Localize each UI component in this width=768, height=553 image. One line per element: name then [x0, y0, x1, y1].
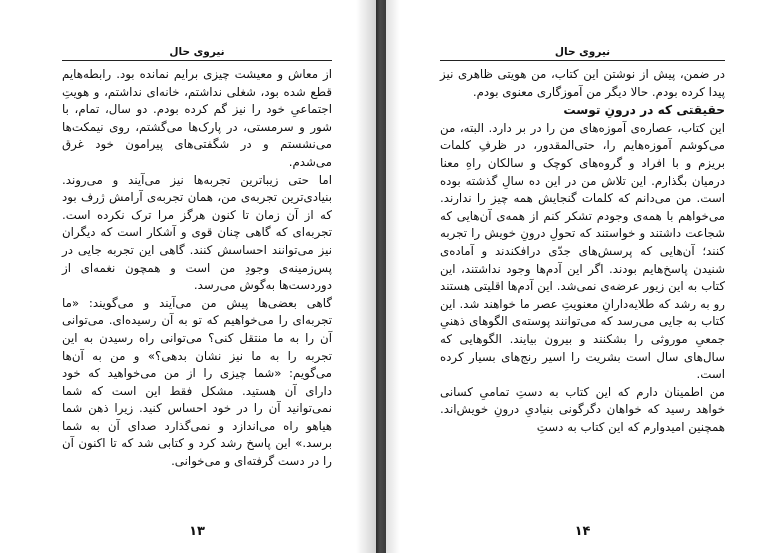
- right-paragraph-2: من اطمینان دارم که این کتاب به دستِ تمامیِ کسانی خواهد رسید که خواهان دگرگونی بنیادیِ درونِ خویش‌اند. همچنین امیدوارم که این کتاب به دستِ: [440, 384, 725, 434]
- left-page-body: [62, 66, 332, 471]
- right-paragraph-1: این کتاب، عصاره‌ی آموزه‌های من را در بر دارد. البته، من می‌کوشم آموزه‌هایم را، حتی‌المقدور، در ظرفِ کلمات بریزم و با افراد و گروه‌های کوچک و سالکان راهِ معنا درمیان بگذارم. این تلاش من در این ده سالِ گذشته بوده است. من می‌دانم که کلمات گنجایش همه چیز را ندارند. می‌خواهم با همه‌ی وجودم تشکر کنم از همه‌ی آن‌هایی که شجاعت داشتند و خواستند که تحولِ درونِ خویش را تجربه کنند؛ آن‌هایی که پرسش‌های جدّی درافکندند و آماده‌ی شنیدن پاسخ‌هایم بودند. اگر این آدم‌ها وجود نداشتند، این کتاب به این زیور عرضه‌ی نمی‌شد. این آدم‌ها اقلیتی هستند رو به رشد که طلایه‌دارانِ معنویتِ عصر ما خواهند شد. این کتاب به جایی می‌رسد که می‌توانند پوسته‌ی الگوهای ذهنیِ جمعیِ موروثی را بشکنند و بیرون بیایند. الگوهایی که سال‌های سال است بشریت را اسیر رنج‌های بسیار کرده است.: [440, 120, 725, 382]
- left-paragraph-1: از معاش و معیشت چیزی برایم نمانده بود. رابطه‌هایم قطع شده بود، شغلی نداشتم، خانه‌ای نداشتم، و هویتِ اجتماعیِ خود را نیز گم کرده بودم. دو سال، تمام، با شور و سرمستی، در پارک‌ها می‌گشتم، روی نیمکت‌ها می‌نشستم و در شگفتی‌های پیرامون خود غرق می‌شدم.: [62, 67, 332, 169]
- spine-shadow-left: [356, 0, 376, 553]
- left-page-number: ۱۳: [189, 524, 205, 539]
- right-page: [440, 0, 725, 553]
- section-heading: حقیقتی که در درونِ توست: [563, 103, 725, 118]
- left-page: [62, 0, 332, 553]
- right-running-header: نیروی حال: [554, 46, 611, 58]
- left-header-rule: [62, 60, 332, 61]
- left-paragraph-3: گاهی بعضی‌ها پیش من می‌آیند و می‌گویند: «ما تجربه‌ای را می‌خواهیم که تو به آن رسیده‌ای. می‌توانی آن را به ما منتقل کنی؟ می‌توانی راه رسیدن به این تجربه را به ما نیز نشان بدهی؟» و من به آن‌ها می‌گویم: «شما چیزی را از من می‌خواهید که خود دارای آن هستید. مشکل فقط این است که شما نمی‌توانید آن را در خود احساس کنید. زیرا ذهن شما هیاهو راه می‌اندازد و نمی‌گذارد صدای آن به شما برسد.» این پاسخ رشد کرد و کتابی شد که تا اکنون آن را در دست گرفته‌ای و می‌خوانی.: [62, 295, 332, 469]
- left-paragraph-2: اما حتی زیباترین تجربه‌ها نیز می‌آیند و می‌روند. بنیادی‌ترین تجربه‌ی من، همان تجربه‌ی آرامش ژرف بود که از آن زمان تا کنون هرگز مرا ترک نکرده است. تجربه‌ای که گاهی چنان قوی و آشکار است که دیگران نیز می‌توانند احساسش کنند. گاهی این تجربه جایی در پس‌زمینه‌ی وجودِ من است و همچون نغمه‌ای از دوردست‌ها به‌گوش می‌رسد.: [62, 172, 332, 293]
- book-spine: [376, 0, 386, 553]
- right-header-rule: [440, 60, 725, 61]
- right-intro-paragraph: در ضمن، پیش از نوشتن این کتاب، من هویتی ظاهری نیز پیدا کرده بودم. حالا دیگر من آموزگاری معنوی بودم.: [440, 67, 725, 99]
- right-page-body: [440, 66, 725, 436]
- spine-shadow-right: [386, 0, 400, 553]
- right-page-number: ۱۴: [574, 524, 591, 539]
- left-running-header: نیروی حال: [169, 46, 225, 58]
